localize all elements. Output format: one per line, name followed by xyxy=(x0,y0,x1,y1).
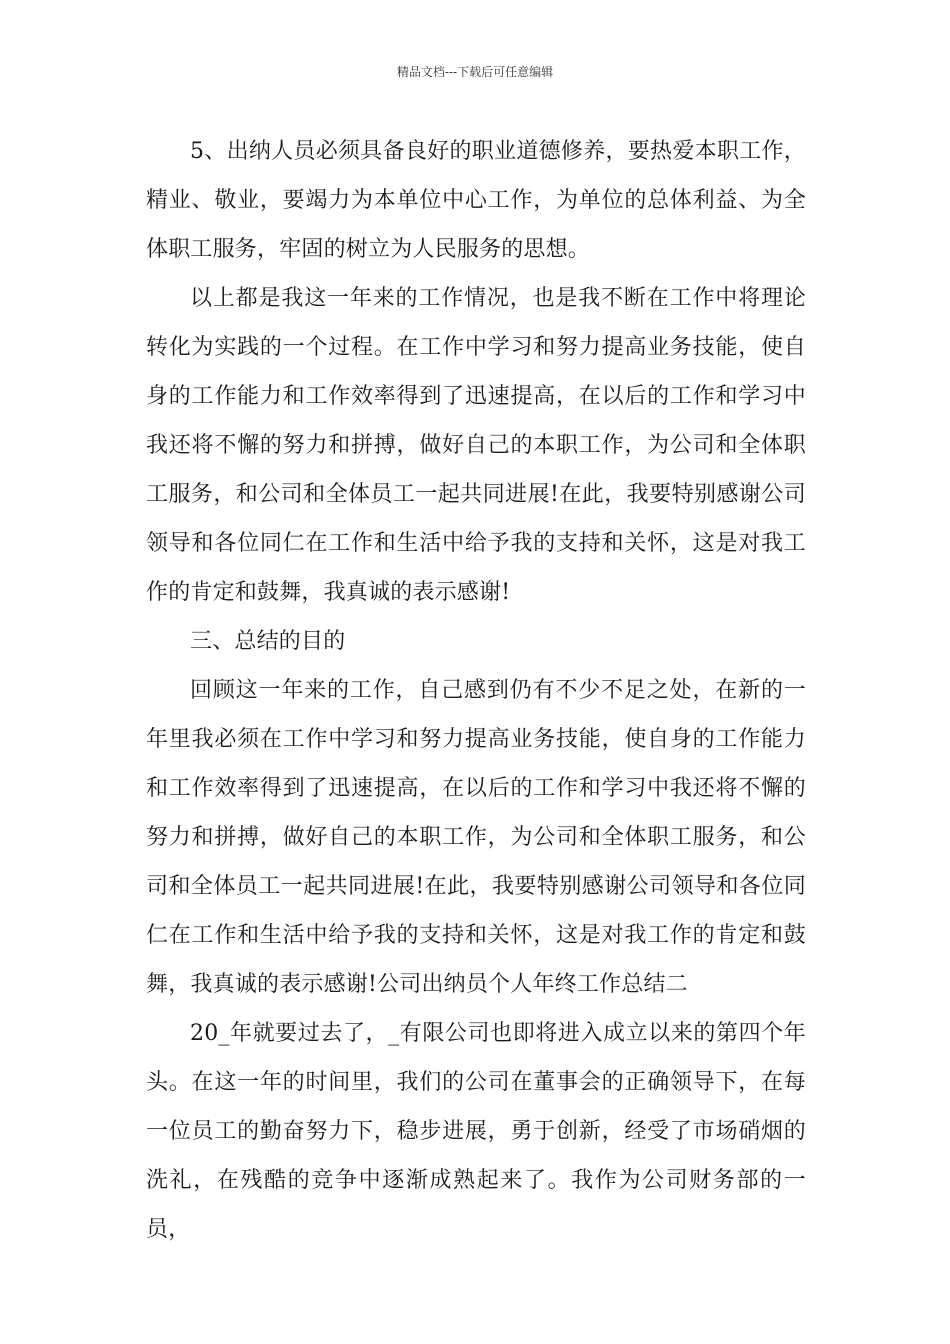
paragraph-review: 回顾这一年来的工作，自己感到仍有不少不足之处，在新的一年里我必须在工作中学习和努力提高业务技能，使自身的工作能力和工作效率得到了迅速提高，在以后的工作和学习中我还将不懈的努力和拼搏，做好自己的本职工作，为公司和全体职工服务，和公司和全体员工一起共同进展!在此，我要特别感谢公司领导和各位同仁在工作和生活中给予我的支持和关怀，这是对我工作的肯定和鼓舞，我真诚的表示感谢!公司出纳员个人年终工作总结二 xyxy=(146,678,806,997)
paragraph-ethics: 5、出纳人员必须具备良好的职业道德修养，要热爱本职工作，精业、敬业，要竭力为本单位中心工作，为单位的总体利益、为全体职工服务，牢固的树立为人民服务的思想。 xyxy=(146,139,806,262)
section-heading: 三、总结的目的 xyxy=(190,629,346,654)
paragraph-work-summary: 以上都是我这一年来的工作情况，也是我不断在工作中将理论转化为实践的一个过程。在工作中学习和努力提高业务技能，使自身的工作能力和工作效率得到了迅速提高，在以后的工作和学习中我还将不懈的努力和拼搏，做好自己的本职工作，为公司和全体职工服务，和公司和全体员工一起共同进展!在此，我要特别感谢公司领导和各位同仁在工作和生活中给予我的支持和关怀，这是对我工作的肯定和鼓舞，我真诚的表示感谢! xyxy=(146,286,806,605)
page-header: 精品文档---下载后可任意编辑 xyxy=(396,65,554,79)
document-body xyxy=(146,127,806,1254)
paragraph-year-intro: 20_年就要过去了，_有限公司也即将进入成立以来的第四个年头。在这一年的时间里，我们的公司在董事会的正确领导下，在每一位员工的勤奋努力下，稳步进展，勇于创新，经受了市场硝烟的洗礼，在残酷的竞争中逐渐成熟起来了。我作为公司财务部的一员， xyxy=(146,1021,806,1242)
